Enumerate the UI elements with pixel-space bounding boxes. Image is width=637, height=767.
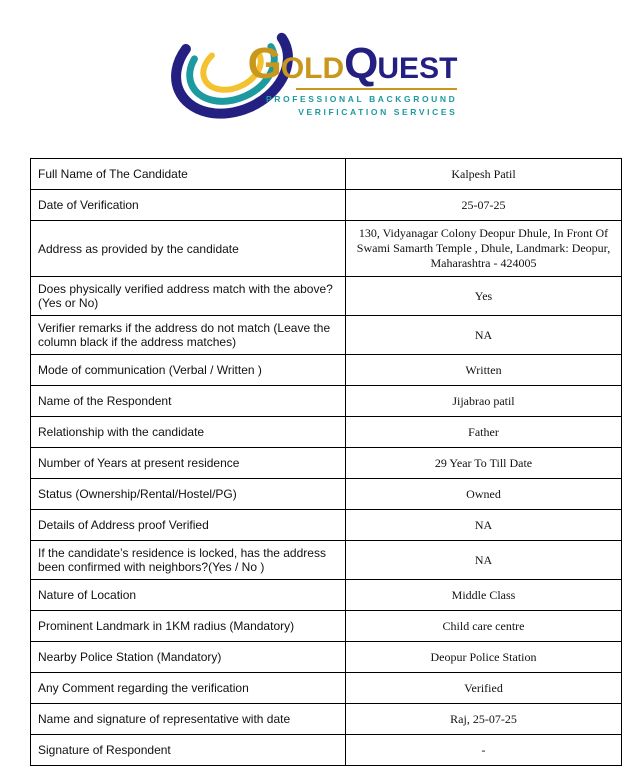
field-value: Raj, 25-07-25 [346,704,622,735]
table-row [31,190,622,221]
logo-text-block [248,16,458,118]
field-value: Yes [346,277,622,316]
field-label: Name of the Respondent [31,386,346,417]
field-label: Nearby Police Station (Mandatory) [31,642,346,673]
field-value: Deopur Police Station [346,642,622,673]
table-row [31,159,622,190]
field-label: Does physically verified address match with the above? (Yes or No) [31,277,346,316]
field-label: Address as provided by the candidate [31,221,346,277]
field-label: Relationship with the candidate [31,417,346,448]
field-label: Status (Ownership/Rental/Hostel/PG) [31,479,346,510]
logo-tagline [248,93,458,118]
field-value: NA [346,510,622,541]
field-label: Any Comment regarding the verification [31,673,346,704]
field-label: Full Name of The Candidate [31,159,346,190]
table-row [31,417,622,448]
logo-divider [296,88,458,90]
brand-uest: UEST [377,52,458,86]
field-label: Mode of communication (Verbal / Written ) [31,355,346,386]
field-label: If the candidate’s residence is locked, has the address been confirmed with neighbors?(Yes / No ) [31,541,346,580]
field-value: Child care centre [346,611,622,642]
table-row [31,642,622,673]
brand-letter-g: G [247,39,281,89]
verification-table [30,158,622,766]
field-value: - [346,735,622,766]
field-label: Details of Address proof Verified [31,510,346,541]
table-row [31,673,622,704]
field-label: Prominent Landmark in 1KM radius (Mandatory) [31,611,346,642]
table-row [31,541,622,580]
field-value: 130, Vidyanagar Colony Deopur Dhule, In Front Of Swami Samarth Temple , Dhule, Landmark: Deopur, Maharashtra - 424005 [346,221,622,277]
logo-inner [160,8,458,126]
tagline-line2: VERIFICATION SERVICES [298,106,458,117]
brand-wordmark [247,39,458,89]
tagline-line1: PROFESSIONAL BACKGROUND [266,94,458,105]
field-value: Owned [346,479,622,510]
table-row [31,479,622,510]
field-label: Name and signature of representative with date [31,704,346,735]
field-label: Number of Years at present residence [31,448,346,479]
field-value: Jijabrao patil [346,386,622,417]
table-row [31,735,622,766]
table-row [31,611,622,642]
table-row [31,316,622,355]
table-row [31,386,622,417]
field-label: Date of Verification [31,190,346,221]
field-value: NA [346,316,622,355]
field-value: 29 Year To Till Date [346,448,622,479]
verification-table-wrapper [30,158,622,766]
brand-letter-q: Q [344,39,378,89]
table-row [31,510,622,541]
field-label: Signature of Respondent [31,735,346,766]
field-value: Middle Class [346,580,622,611]
field-label: Verifier remarks if the address do not match (Leave the column black if the address matches) [31,316,346,355]
field-label: Nature of Location [31,580,346,611]
field-value: NA [346,541,622,580]
field-value: Written [346,355,622,386]
company-logo [0,8,637,148]
table-row [31,580,622,611]
field-value: Father [346,417,622,448]
field-value: 25-07-25 [346,190,622,221]
table-row [31,277,622,316]
table-row [31,221,622,277]
table-row [31,448,622,479]
field-value: Verified [346,673,622,704]
brand-old: OLD [280,52,345,86]
table-row [31,355,622,386]
table-row [31,704,622,735]
field-value: Kalpesh Patil [346,159,622,190]
